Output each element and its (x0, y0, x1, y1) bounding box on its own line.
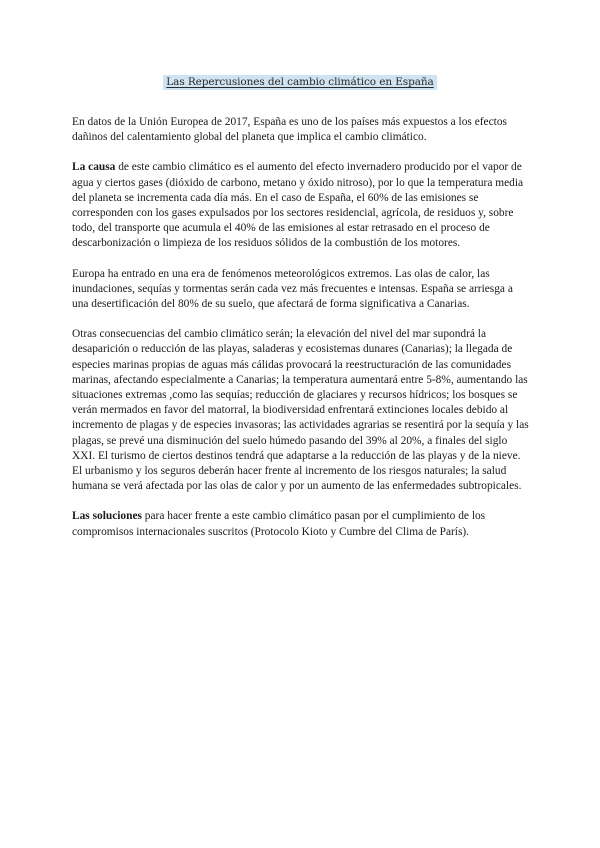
cause-text: de este cambio climático es el aumento del efecto invernadero producido por el vapor de agua y ciertos gases (dióxido de carbono, metano y óxido nitroso), por lo que la temperatura media del planeta se incrementa cada día más. En el caso de España, el 60% de las emisiones se corresponden con los gases expulsados por los sectores residencial, agrícola, de residuos y, sobre todo, del transporte que acumula el 40% de las emisiones al estar retrasado en el proceso de descarbonización o limpieza de los residuos sólidos de la combustión de los motores. (72, 161, 524, 250)
solutions-heading: Las soluciones (72, 510, 142, 523)
paragraph-intro: En datos de la Unión Europea de 2017, España es uno de los países más expuestos a los efectos dañinos del calentamiento global del planeta que implica el cambio climático. (72, 116, 507, 144)
paragraph-solutions (72, 509, 530, 539)
paragraph-cause (72, 160, 530, 251)
paragraph-extreme-weather: Europa ha entrado en una era de fenómenos meteorológicos extremos. Las olas de calor, las inundaciones, sequías y tormentas serán cada vez más frecuentes e intensas. España se arriesga a una desertificación del 80% de su suelo, que afectará de forma significativa a Canarias. (72, 267, 513, 311)
document-title: Las Repercusiones del cambio climático en España (163, 75, 436, 90)
cause-heading: La causa (72, 161, 116, 174)
paragraph-consequences: Otras consecuencias del cambio climático serán; la elevación del nivel del mar supondrá la desaparición o reducción de las playas, saladeras y ecosistemas dunares (Canarias); la llegada de especies marinas propias de aguas más cálidas provocará la reestructuración de las comunidades marinas, afectando especialmente a Canarias; la temperatura aumentará entre 5-8%, aumentando las situaciones extremas ,como las sequías; reducción de glaciares y recursos hídricos; los bosques se verán mermados en favor del matorral, la biodiversidad enfrentará extinciones locales debido al incremento de plagas y de especies invasoras; las actividades agrarias se resentirá por la sequía y las plagas, se prevé una disminución del suelo húmedo pasando del 39% al 20%, a finales del siglo XXI. El turismo de ciertos destinos tendrá que adaptarse a la reducción de las playas y de la nieve. El urbanismo y los seguros deberán hacer frente al incremento de los riesgos naturales; la salud humana se verá afectada por las olas de calor y por un aumento de las enfermedades subtropicales. (72, 328, 529, 493)
document-body (72, 115, 530, 551)
solutions-text: para hacer frente a este cambio climático pasan por el cumplimiento de los compromisos internacionales suscritos (Protocolo Kioto y Cumbre del Clima de París). (72, 510, 486, 538)
title-container (0, 72, 600, 90)
